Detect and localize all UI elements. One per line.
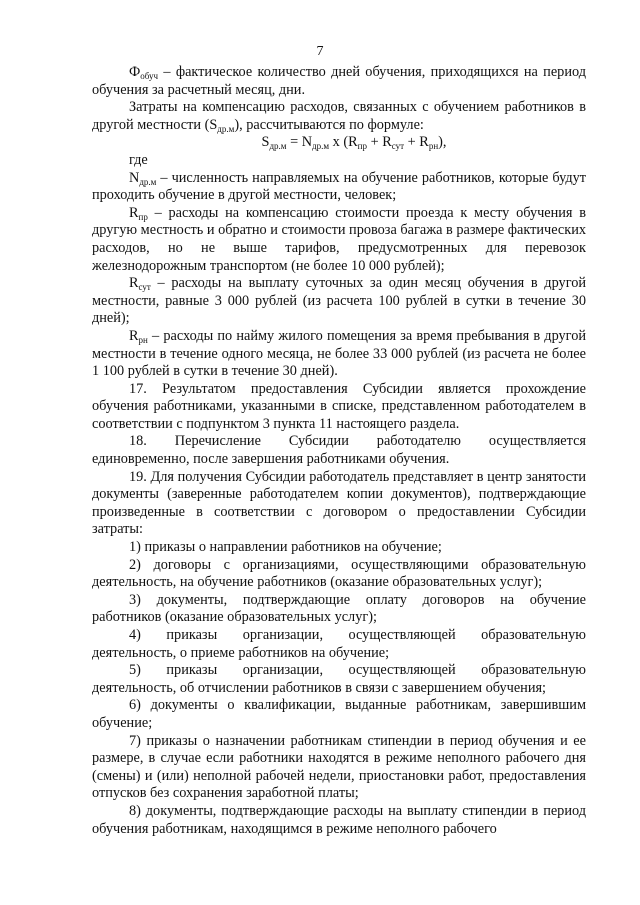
- paragraph-costs-intro: Затраты на компенсацию расходов, связанных с обучением работников в другой местности $(S_{др.м})$, рассчитываются по формуле:: [92, 99, 586, 134]
- paragraph-r-pr: $R_{пр}$ – расходы на компенсацию стоимости проезда к месту обучения в другую местность и обратно и стоимости провоза багажа в размере фактических расходов, но не выше тарифов, предусмотренных для перевозок железнодорожным транспортом (не более 10 000 рублей);: [92, 204, 586, 274]
- list-item-2: 2) договоры с организациями, осуществляющими образовательную деятельность, на обучение работников (оказание образовательных услуг);: [92, 556, 586, 591]
- list-item-4: 4) приказы организации, осуществляющей образовательную деятельность, о приеме работников на обучение;: [92, 627, 586, 661]
- list-item-5: 5) приказы организации, осуществляющей образовательную деятельность, об отчислении работников в связи с завершением обучения;: [92, 662, 586, 696]
- list-item-1: 1) приказы о направлении работников на обучение;: [129, 539, 442, 556]
- page-number: 7: [316, 44, 324, 59]
- document-body: [92, 64, 586, 838]
- paragraph-r-sut: $R_{сут}$ – расходы на выплату суточных за один месяц обучения в другой местности, равные 3 000 рублей (из расчета 100 рублей в сутки в течение 30 дней);: [92, 275, 586, 327]
- paragraph-item-19: 19. Для получения Субсидии работодатель представляет в центр занятости документы (заверенные работодателем копии документов), подтверждающие произведенные в соответствии с договором о предоставлении Субсидии затраты:: [92, 468, 586, 538]
- list-item-8: 8) документы, подтверждающие расходы на выплату стипендии в период обучения работникам, находящимся в режиме неполного рабочего: [92, 802, 586, 837]
- list-item-3: 3) документы, подтверждающие оплату договоров на обучение работников (оказание образовательных услуг);: [92, 591, 586, 626]
- paragraph-n-drm: $N_{др.м}$ – численность направляемых на обучение работников, которые будут проходить обучение в другой местности, человек;: [92, 169, 586, 204]
- paragraph-r-rn: $R_{рн}$ – расходы по найму жилого помещения за время пребывания в другой местности в течение одного месяца, не более 33 000 рублей (из расчета не более 1 100 рублей в сутки в течение 30 дней).: [92, 327, 586, 380]
- formula-where: где: [129, 151, 148, 168]
- formula: $S_{др.м} = N_{др.м}$ х $(R_{пр} + R_{сут} + R_{рн})$,: [261, 134, 447, 152]
- list-item-6: 6) документы о квалификации, выданные работникам, завершившим обучение;: [92, 697, 586, 731]
- paragraph-item-17: 17. Результатом предоставления Субсидии является прохождение обучения работниками, указанными в списке, представленном работодателем в соответствии с подпунктом 3 пункта 11 настоящего раздела.: [92, 380, 586, 432]
- paragraph-item-18: 18. Перечисление Субсидии работодателю осуществляется единовременно, после завершения работниками обучения.: [92, 433, 586, 468]
- paragraph-f-obuch: $Ф_{обуч}$ – фактическое количество дней обучения, приходящихся на период обучения за расчетный месяц, дни.: [92, 64, 586, 98]
- list-item-7: 7) приказы о назначении работникам стипендии в период обучения и ее размере, в случае если работники находятся в режиме неполного рабочего дня (смены) и (или) неполной рабочей недели, приостановки работ, предоставления отпусков без сохранения заработной платы;: [92, 732, 586, 802]
